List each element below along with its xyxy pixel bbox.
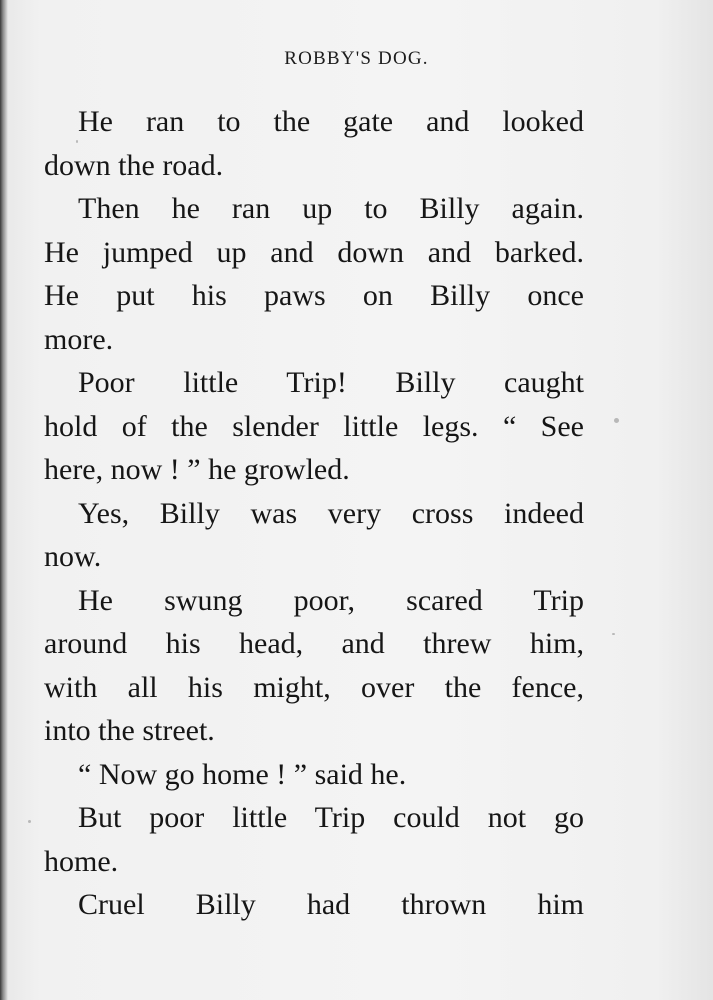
text-line: But poor little Trip could not go <box>78 801 584 834</box>
text-line: “ Now go home ! ” said he. <box>78 757 407 791</box>
text-line: into the street. <box>44 714 215 747</box>
paragraph <box>44 579 584 753</box>
paper-speck <box>76 140 78 143</box>
text-line: Cruel Billy had thrown him <box>78 888 584 921</box>
paper-speck <box>614 418 619 423</box>
text-line: now. <box>44 540 102 573</box>
body-text <box>44 100 584 927</box>
text-line: He jumped up and down and barked. <box>44 235 584 269</box>
text-line: He ran to the gate and looked <box>78 105 584 138</box>
paragraph <box>44 361 584 492</box>
text-line: with all his might, over the fence, <box>44 670 584 704</box>
text-line: down the road. <box>44 148 224 182</box>
text-line: He swung poor, scared Trip <box>78 583 584 617</box>
paragraph <box>44 753 584 797</box>
paragraph <box>44 796 584 883</box>
paragraph <box>44 492 584 579</box>
text-line: Yes, Billy was very cross indeed <box>78 496 584 530</box>
paper-speck <box>612 633 615 635</box>
running-head-text: ROBBY'S DOG. <box>284 48 429 69</box>
paragraph <box>44 187 584 361</box>
paragraph <box>44 100 584 187</box>
text-line: here, now ! ” he growled. <box>44 453 350 486</box>
text-line: around his head, and threw him, <box>44 627 584 660</box>
text-line: Poor little Trip! Billy caught <box>78 366 584 399</box>
text-line: home. <box>44 844 119 878</box>
running-head <box>0 48 713 70</box>
text-line: more. <box>44 322 114 356</box>
text-line: Then he ran up to Billy again. <box>78 192 584 225</box>
text-line: He put his paws on Billy once <box>44 279 584 312</box>
paragraph <box>44 883 584 927</box>
paper-speck <box>28 820 31 823</box>
text-line: hold of the slender little legs. “ See <box>44 409 584 443</box>
